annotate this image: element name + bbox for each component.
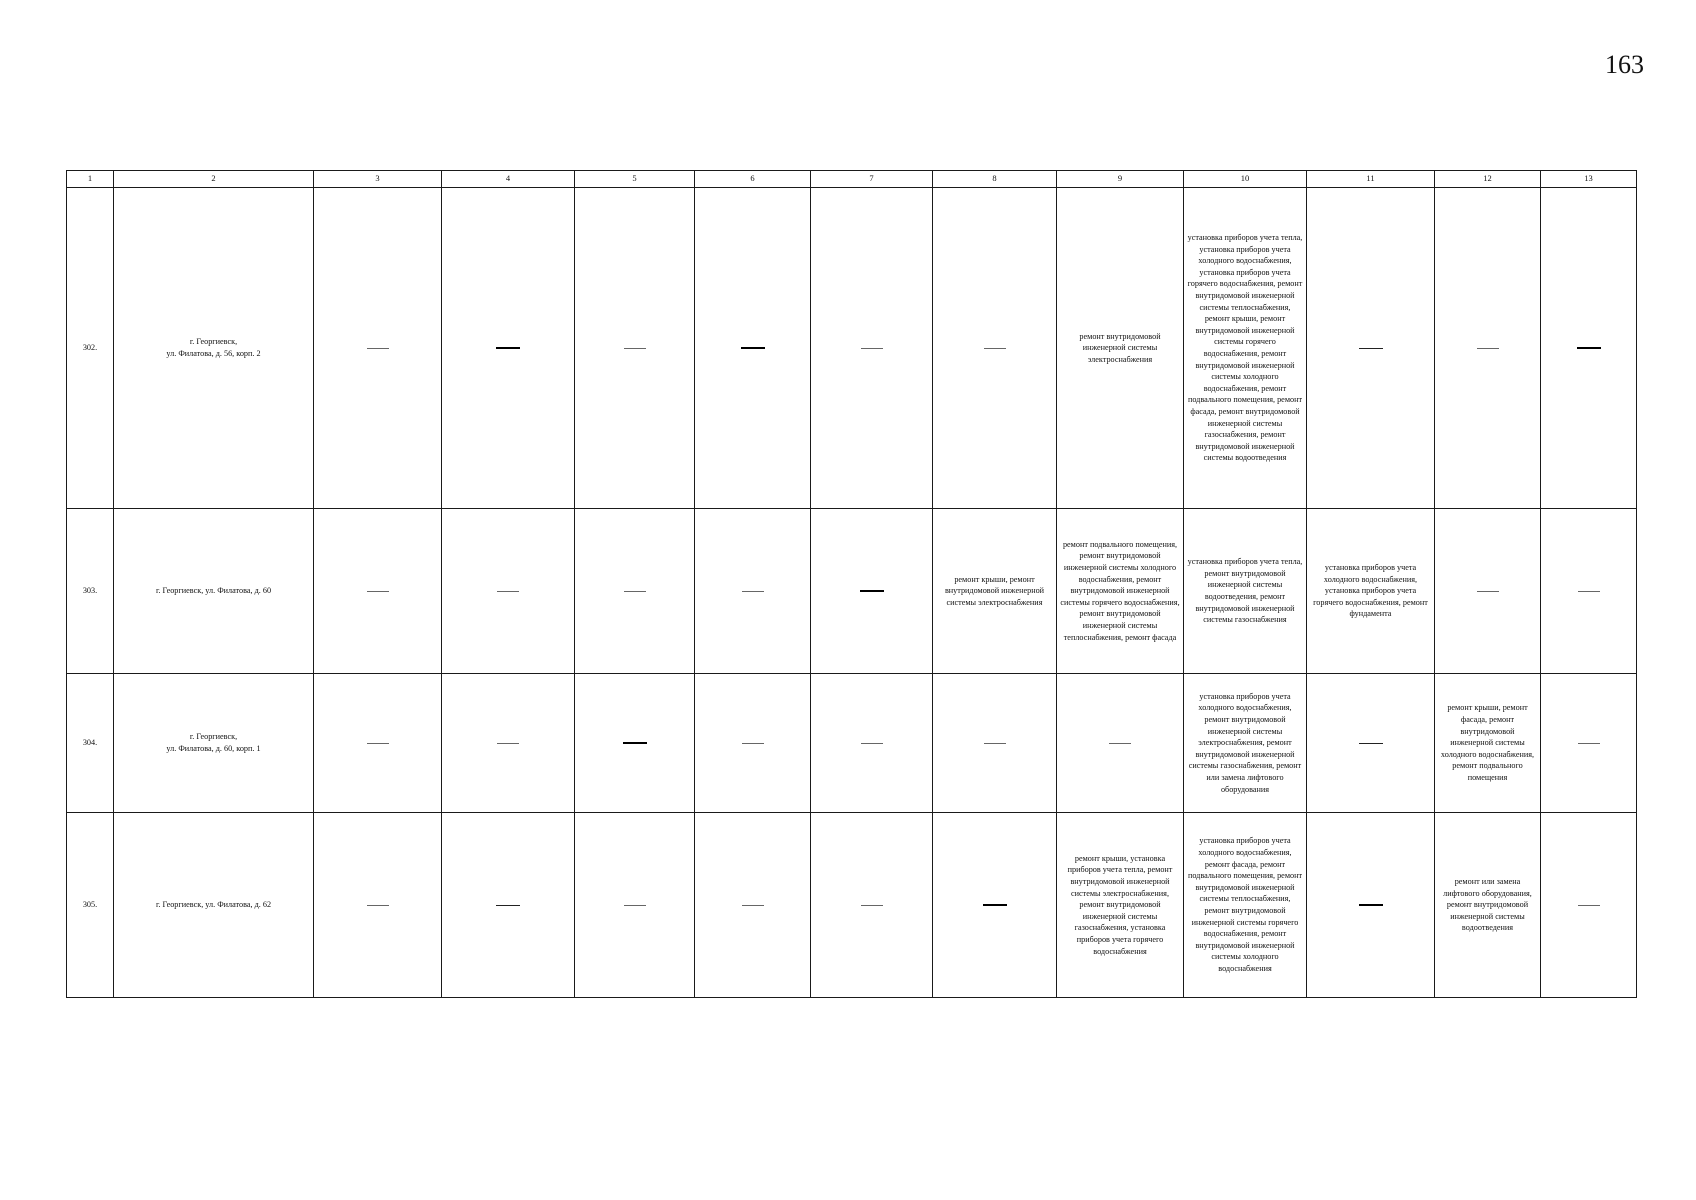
empty-cell	[695, 813, 811, 998]
row-number: 302.	[67, 188, 114, 509]
dash-mark	[742, 905, 764, 906]
empty-cell	[314, 188, 442, 509]
dash-mark	[860, 590, 884, 592]
dash-mark	[497, 591, 519, 592]
dash-mark	[861, 348, 883, 349]
work-cell: ремонт или замена лифтового оборудования, ремонт внутридомовой инженерной системы водоотведения	[1435, 813, 1541, 998]
work-cell: установка приборов учета холодного водоснабжения, установка приборов учета горячего водоснабжения, ремонт фундамента	[1307, 509, 1435, 674]
empty-cell	[1541, 188, 1637, 509]
table-row	[67, 188, 1637, 509]
empty-cell	[575, 188, 695, 509]
dash-mark	[367, 591, 389, 592]
empty-cell	[442, 188, 575, 509]
row-address	[114, 188, 314, 509]
dash-mark	[623, 742, 647, 744]
empty-cell	[695, 509, 811, 674]
work-cell: установка приборов учета холодного водоснабжения, ремонт внутридомовой инженерной системы электроснабжения, ремонт внутридомовой инженерной системы газоснабжения, ремонт или замена лифтового оборудования	[1184, 674, 1307, 813]
column-header: 8	[933, 171, 1057, 188]
address-line: ул. Филатова, д. 56, корп. 2	[166, 349, 261, 358]
dash-mark	[367, 348, 389, 349]
empty-cell	[1307, 813, 1435, 998]
dash-mark	[497, 743, 519, 744]
row-number: 305.	[67, 813, 114, 998]
dash-mark	[1578, 591, 1600, 592]
empty-cell	[1057, 674, 1184, 813]
column-header: 5	[575, 171, 695, 188]
empty-cell	[442, 813, 575, 998]
table-row	[67, 509, 1637, 674]
empty-cell	[695, 674, 811, 813]
work-cell: ремонт подвального помещения, ремонт внутридомовой инженерной системы холодного водоснабжения, ремонт внутридомовой инженерной системы горячего водоснабжения, ремонт внутридомовой инженерной системы теплоснабжения, ремонт фасада	[1057, 509, 1184, 674]
empty-cell	[933, 188, 1057, 509]
empty-cell	[575, 813, 695, 998]
dash-mark	[984, 348, 1006, 349]
empty-cell	[1307, 674, 1435, 813]
dash-mark	[1359, 743, 1383, 744]
row-address: г. Георгиевск, ул. Филатова, д. 60	[114, 509, 314, 674]
work-cell: ремонт крыши, ремонт фасада, ремонт внутридомовой инженерной системы холодного водоснабжения, ремонт подвального помещения	[1435, 674, 1541, 813]
dash-mark	[1359, 904, 1383, 906]
dash-mark	[496, 905, 520, 906]
column-header: 10	[1184, 171, 1307, 188]
header-row	[67, 171, 1637, 188]
address-line: г. Георгиевск,	[189, 732, 238, 742]
empty-cell	[442, 509, 575, 674]
empty-cell	[1307, 188, 1435, 509]
empty-cell	[442, 674, 575, 813]
empty-cell	[314, 813, 442, 998]
dash-mark	[1359, 348, 1383, 349]
dash-mark	[1477, 591, 1499, 592]
dash-mark	[1109, 743, 1131, 744]
dash-mark	[983, 904, 1007, 906]
dash-mark	[624, 591, 646, 592]
dash-mark	[741, 347, 765, 349]
table-row	[67, 674, 1637, 813]
column-header: 3	[314, 171, 442, 188]
empty-cell	[575, 674, 695, 813]
column-header: 7	[811, 171, 933, 188]
work-cell: установка приборов учета тепла, установка приборов учета холодного водоснабжения, установка приборов учета горячего водоснабжения, ремонт внутридомовой инженерной системы теплоснабжения, ремонт крыши, ремонт внутридомовой инженерной системы горячего водоснабжения, ремонт внутридомовой инженерной системы холодного водоснабжения, ремонт подвального помещения, ремонт фасада, ремонт внутридомовой инженерной системы газоснабжения, ремонт внутридомовой инженерной системы водоотведения	[1184, 188, 1307, 509]
column-header: 12	[1435, 171, 1541, 188]
column-header: 11	[1307, 171, 1435, 188]
dash-mark	[984, 743, 1006, 744]
column-header: 4	[442, 171, 575, 188]
column-header: 6	[695, 171, 811, 188]
dash-mark	[861, 905, 883, 906]
address-line: ул. Филатова, д. 60, корп. 1	[166, 744, 261, 753]
dash-mark	[1578, 743, 1600, 744]
row-number: 304.	[67, 674, 114, 813]
row-address: г. Георгиевск, ул. Филатова, д. 62	[114, 813, 314, 998]
empty-cell	[1435, 509, 1541, 674]
empty-cell	[811, 674, 933, 813]
column-header: 2	[114, 171, 314, 188]
empty-cell	[314, 674, 442, 813]
row-address	[114, 674, 314, 813]
work-cell: установка приборов учета тепла, ремонт внутридомовой инженерной системы водоотведения, ремонт внутридомовой инженерной системы газоснабжения	[1184, 509, 1307, 674]
dash-mark	[624, 905, 646, 906]
page-number: 163	[1605, 50, 1644, 79]
empty-cell	[811, 188, 933, 509]
empty-cell	[314, 509, 442, 674]
works-table	[66, 170, 1637, 998]
row-number: 303.	[67, 509, 114, 674]
dash-mark	[624, 348, 646, 349]
table-row	[67, 813, 1637, 998]
empty-cell	[1541, 674, 1637, 813]
dash-mark	[742, 743, 764, 744]
work-cell: установка приборов учета холодного водоснабжения, ремонт фасада, ремонт подвального помещения, ремонт внутридомовой инженерной системы теплоснабжения, ремонт внутридомовой инженерной системы горячего водоснабжения, ремонт внутридомовой инженерной системы холодного водоснабжения	[1184, 813, 1307, 998]
empty-cell	[575, 509, 695, 674]
column-header: 1	[67, 171, 114, 188]
column-header: 9	[1057, 171, 1184, 188]
empty-cell	[695, 188, 811, 509]
empty-cell	[933, 813, 1057, 998]
empty-cell	[811, 813, 933, 998]
address-line: г. Георгиевск,	[189, 337, 238, 347]
dash-mark	[742, 591, 764, 592]
dash-mark	[367, 743, 389, 744]
empty-cell	[811, 509, 933, 674]
work-cell: ремонт внутридомовой инженерной системы электроснабжения	[1057, 188, 1184, 509]
dash-mark	[1577, 347, 1601, 349]
work-cell: ремонт крыши, ремонт внутридомовой инженерной системы электроснабжения	[933, 509, 1057, 674]
dash-mark	[861, 743, 883, 744]
dash-mark	[1477, 348, 1499, 349]
empty-cell	[933, 674, 1057, 813]
empty-cell	[1541, 813, 1637, 998]
work-cell: ремонт крыши, установка приборов учета тепла, ремонт внутридомовой инженерной системы электроснабжения, ремонт внутридомовой инженерной системы газоснабжения, установка приборов учета горячего водоснабжения	[1057, 813, 1184, 998]
empty-cell	[1541, 509, 1637, 674]
column-header: 13	[1541, 171, 1637, 188]
dash-mark	[1578, 905, 1600, 906]
empty-cell	[1435, 188, 1541, 509]
dash-mark	[367, 905, 389, 906]
dash-mark	[496, 347, 520, 349]
